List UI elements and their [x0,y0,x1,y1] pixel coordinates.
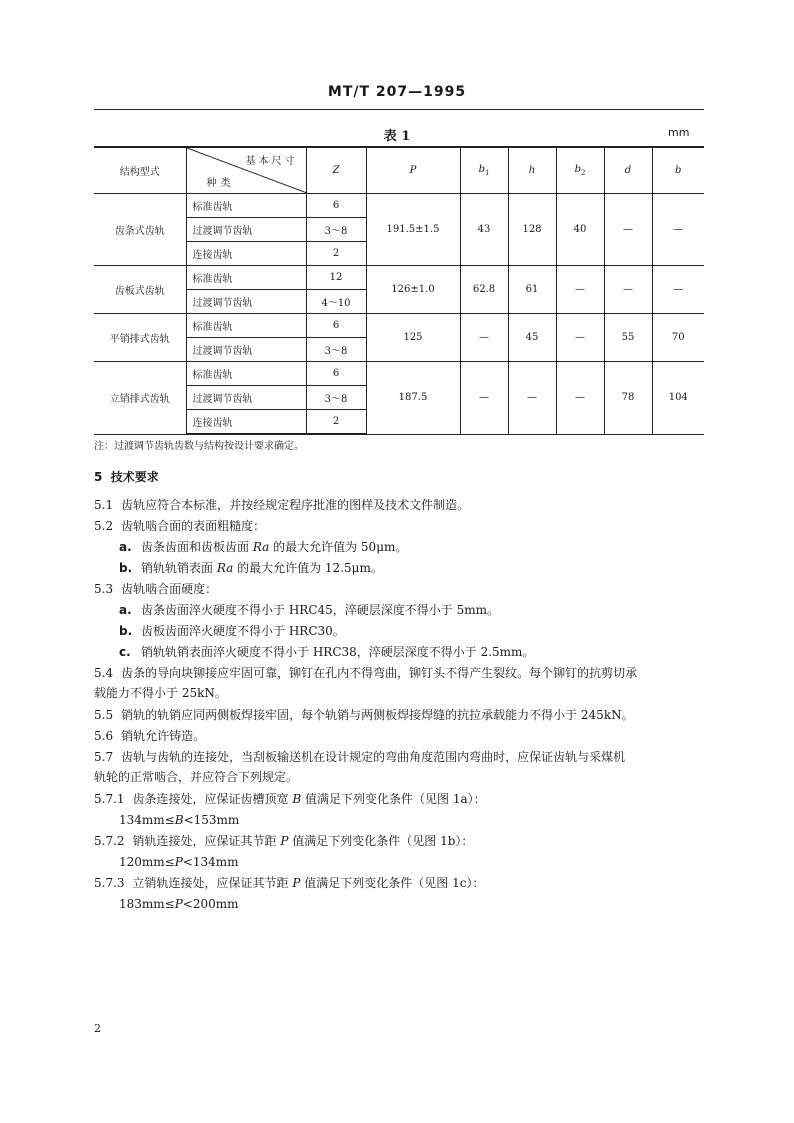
b1-cell: 62.8 [460,266,508,314]
condition-5-7-2: 120mm≤P<134mm [119,855,239,869]
b2-cell: — [556,314,604,362]
b1-cell: 43 [460,194,508,266]
kind-cell: 标准齿轨 [186,362,306,386]
b2-cell: 40 [556,194,604,266]
clause-5-7-3: 5.7.3 立销轨连接处，应保证其节距 P 值满足下列变化条件（见图 1c）： [94,876,485,890]
kind-cell: 连接齿轨 [186,242,306,266]
z-cell: 2 [306,410,366,435]
clause-5-7-1: 5.7.1 齿条连接处，应保证齿槽顶宽 B 值满足下列变化条件（见图 1a）： [94,792,486,806]
kind-cell: 过渡调节齿轨 [186,290,306,314]
header-d: d [604,147,652,194]
clause-5-3: 5.3 齿轨啮合面硬度： [94,582,218,596]
clause-5-6: 5.6 销轨允许铸造。 [94,729,206,743]
table-row [94,362,704,386]
structure-name: 立销排式齿轨 [94,362,186,435]
b1-cell: — [460,314,508,362]
table-header-row [94,147,704,194]
h-cell: 61 [508,266,556,314]
b-cell: — [652,266,704,314]
clause-5-1: 5.1 齿轨应符合本标准，并按经规定程序批准的图样及技术文件制造。 [94,498,470,512]
d-cell: — [604,266,652,314]
document-header: MT/T 207—1995 [327,84,467,100]
table-caption: 表 1 [383,129,411,144]
header-h: h [508,147,556,194]
kind-cell: 标准齿轨 [186,266,306,290]
h-cell: — [508,362,556,435]
clause-5-5: 5.5 销轨的轨销应同两侧板焊接牢固，每个轨销与两侧板焊接焊缝的抗拉承载能力不得小于 245kN。 [94,708,634,722]
z-cell: 6 [306,362,366,386]
h-cell: 45 [508,314,556,362]
header-kind: 种类 [206,178,235,189]
kind-cell: 标准齿轨 [186,194,306,218]
d-cell: 55 [604,314,652,362]
clause-5-3-a: a. 齿条齿面淬火硬度不得小于 HRC45，淬硬层深度不得小于 5mm。 [119,603,499,617]
header-z: Z [306,147,366,194]
clause-5-3-b: b. 齿板齿面淬火硬度不得小于 HRC30。 [119,624,345,638]
b-cell: 70 [652,314,704,362]
clause-5-7-2: 5.7.2 销轨连接处，应保证其节距 P 值满足下列变化条件（见图 1b）： [94,834,474,848]
page-number: 2 [94,1022,101,1035]
p-cell: 126±1.0 [366,266,460,314]
condition-5-7-1: 134mm≤B<153mm [119,813,240,827]
z-cell: 2 [306,242,366,266]
clause-5-4: 5.4 齿条的导向块铆接应牢固可靠，铆钉在孔内不得弯曲，铆钉头不得产生裂纹。每个铆钉的抗剪切承 载能力不得小于 25kN。 [94,666,638,700]
clause-5-3-c: c. 销轨轨销表面淬火硬度不得小于 HRC38，淬硬层深度不得小于 2.5mm。 [119,645,535,659]
clause-5-2-a: a. 齿条齿面和齿板齿面 Ra 的最大允许值为 50μm。 [119,540,408,554]
header-b1: $b_1$ [460,147,508,194]
header-b: b [652,147,704,194]
clause-5-2: 5.2 齿轨啮合面的表面粗糙度： [94,519,266,533]
z-cell: 6 [306,314,366,338]
rack-dimension-table [94,146,704,435]
z-cell: 6 [306,194,366,218]
header-p: P [366,147,460,194]
p-cell: 191.5±1.5 [366,194,460,266]
header-rule [94,109,704,110]
structure-name: 齿板式齿轨 [94,266,186,314]
z-cell: 3～8 [306,386,366,410]
kind-cell: 连接齿轨 [186,410,306,435]
table-row [94,266,704,290]
structure-name: 平销排式齿轨 [94,314,186,362]
table-row [94,314,704,338]
kind-cell: 过渡调节齿轨 [186,218,306,242]
b-cell: 104 [652,362,704,435]
kind-cell: 过渡调节齿轨 [186,338,306,362]
header-b2: $b_2$ [556,147,604,194]
table-note: 注：过渡调节齿轨齿数与结构按设计要求确定。 [94,441,304,452]
clause-5-2-b: b. 销轨轨销表面 Ra 的最大允许值为 12.5μm。 [119,561,383,575]
structure-name: 齿条式齿轨 [94,194,186,266]
header-diagonal-cell [186,147,306,194]
header-structure-type: 结构型式 [94,147,186,194]
d-cell: — [604,194,652,266]
kind-cell: 过渡调节齿轨 [186,386,306,410]
b1-cell: — [460,362,508,435]
z-cell: 3～8 [306,338,366,362]
b2-cell: — [556,362,604,435]
section-heading: 5 技术要求 [94,470,159,484]
p-cell: 125 [366,314,460,362]
z-cell: 12 [306,266,366,290]
h-cell: 128 [508,194,556,266]
b2-cell: — [556,266,604,314]
table-row [94,194,704,218]
d-cell: 78 [604,362,652,435]
kind-cell: 标准齿轨 [186,314,306,338]
table-unit: mm [668,126,690,139]
header-basic-dimension: 基本尺寸 [245,156,298,167]
b-cell: — [652,194,704,266]
z-cell: 4～10 [306,290,366,314]
condition-5-7-3: 183mm≤P<200mm [119,897,239,911]
p-cell: 187.5 [366,362,460,435]
z-cell: 3～8 [306,218,366,242]
clause-5-7: 5.7 齿轨与齿轨的连接处，当刮板输送机在设计规定的弯曲角度范围内弯曲时，应保证齿轨与采煤机 轨轮的正常啮合，并应符合下列规定。 [94,750,626,784]
